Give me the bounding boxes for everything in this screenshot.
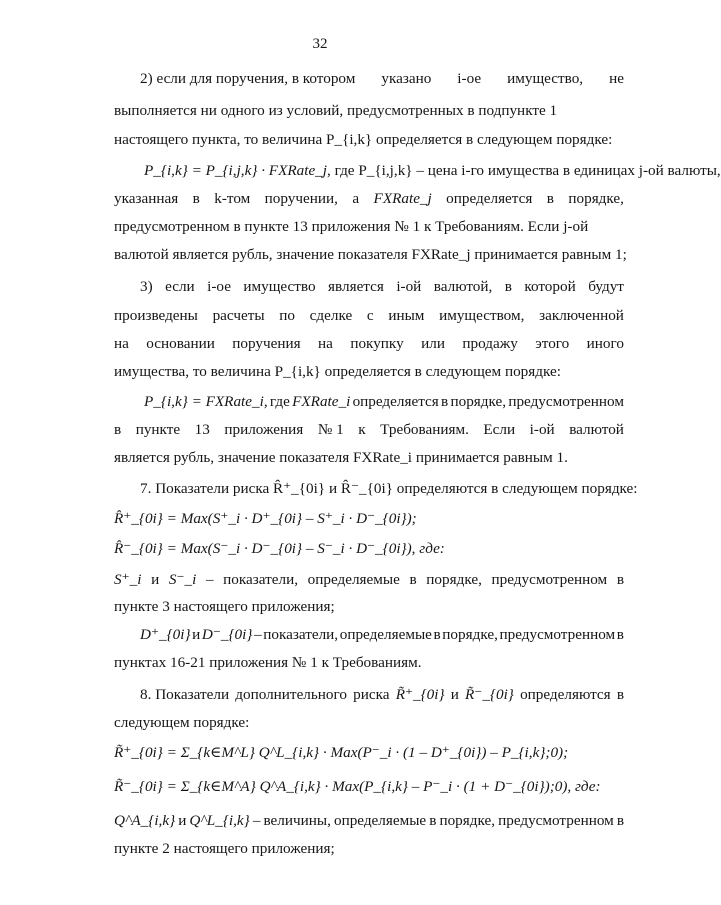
section-8-heading: 8. Показатели дополнительного риска R̃⁺_{0i} и R̃⁻_{0i} определяются в bbox=[140, 686, 624, 703]
page-number: 32 bbox=[312, 36, 328, 52]
text-line-1 bbox=[140, 70, 624, 88]
formula-price: P_{i,k} = P_{i,j,k} · FXRate_j bbox=[144, 162, 327, 179]
text-line-7: валютой является рубль, значение показателя FXRate_j принимается равным 1; bbox=[114, 246, 627, 263]
formula-r-hat-plus: R̂⁺_{0i} = Max(S⁺_i · D⁺_{0i} – S⁺_i · D⁻_{0i}); bbox=[114, 510, 417, 527]
text-line-10: на основании поручения на покупку или продажу этого иного bbox=[114, 335, 624, 352]
text-line-20: D⁺_{0i} и D⁻_{0i} – показатели, определяемые в порядке, предусмотренном в bbox=[140, 626, 624, 643]
formula-line-4: P_{i,k} = P_{i,j,k} · FXRate_j, где P_{i,j,k} – цена i-го имущества в единицах j-ой валюты, bbox=[144, 162, 721, 179]
text-line-12: P_{i,k} = FXRate_i, где FXRate_i определяется в порядке, предусмотренном bbox=[144, 393, 624, 410]
text-line-21: пунктах 16-21 приложения № 1 к Требованиям. bbox=[114, 654, 422, 671]
text-line-5: указанная в k-том поручении, а FXRate_j определяется в порядке, bbox=[114, 190, 624, 207]
word: не bbox=[609, 70, 624, 87]
text-line-13: в пункте 13 приложения № 1 к Требованиям. Если i-ой валютой bbox=[114, 421, 624, 438]
word: имущество, bbox=[507, 70, 584, 87]
text-line-2: выполняется ни одного из условий, предусмотренных в подпункте 1 bbox=[114, 102, 558, 119]
word: i-ое bbox=[457, 70, 482, 87]
formula-r-tilde-plus: R̃⁺_{0i} = Σ_{k∈M^L} Q^L_{i,k} · Max(P⁻_i · (1 – D⁺_{0i}) – P_{i,k};0); bbox=[114, 744, 569, 761]
text-line-19: пункте 3 настоящего приложения; bbox=[114, 598, 335, 615]
word: указано bbox=[381, 70, 432, 87]
text-line-9: произведены расчеты по сделке с иным имуществом, заключенной bbox=[114, 307, 624, 324]
text-line-11: имущества, то величина P_{i,k} определяется в следующем порядке: bbox=[114, 363, 561, 380]
text-line-8: 3) если i-ое имущество является i-ой валютой, в которой будут bbox=[140, 278, 624, 295]
word: 2) если для поручения, в котором bbox=[140, 70, 356, 87]
text-line-18: S⁺_i и S⁻_i – показатели, определяемые в порядке, предусмотренном в bbox=[114, 571, 624, 588]
formula-r-tilde-minus: R̃⁻_{0i} = Σ_{k∈M^A} Q^A_{i,k} · Max(P_{i,k} – P⁻_i · (1 + D⁻_{0i});0), где: bbox=[114, 778, 601, 795]
text-line-23: следующем порядке: bbox=[114, 714, 250, 731]
formula-r-hat-minus: R̂⁻_{0i} = Max(S⁻_i · D⁻_{0i} – S⁻_i · D⁻_{0i}), где: bbox=[114, 540, 445, 557]
text-line-26: Q^A_{i,k} и Q^L_{i,k} – величины, определяемые в порядке, предусмотренном в bbox=[114, 812, 624, 829]
section-7-heading: 7. Показатели риска R̂⁺_{0i} и R̂⁻_{0i} определяются в следующем порядке: bbox=[140, 480, 638, 497]
text-line-27: пункте 2 настоящего приложения; bbox=[114, 840, 335, 857]
text-line-3: настоящего пункта, то величина P_{i,k} определяется в следующем порядке: bbox=[114, 131, 613, 148]
text-line-6: предусмотренном в пункте 13 приложения № 1 к Требованиям. Если j-ой bbox=[114, 218, 589, 235]
text-line-14: является рубль, значение показателя FXRate_i принимается равным 1. bbox=[114, 449, 568, 466]
